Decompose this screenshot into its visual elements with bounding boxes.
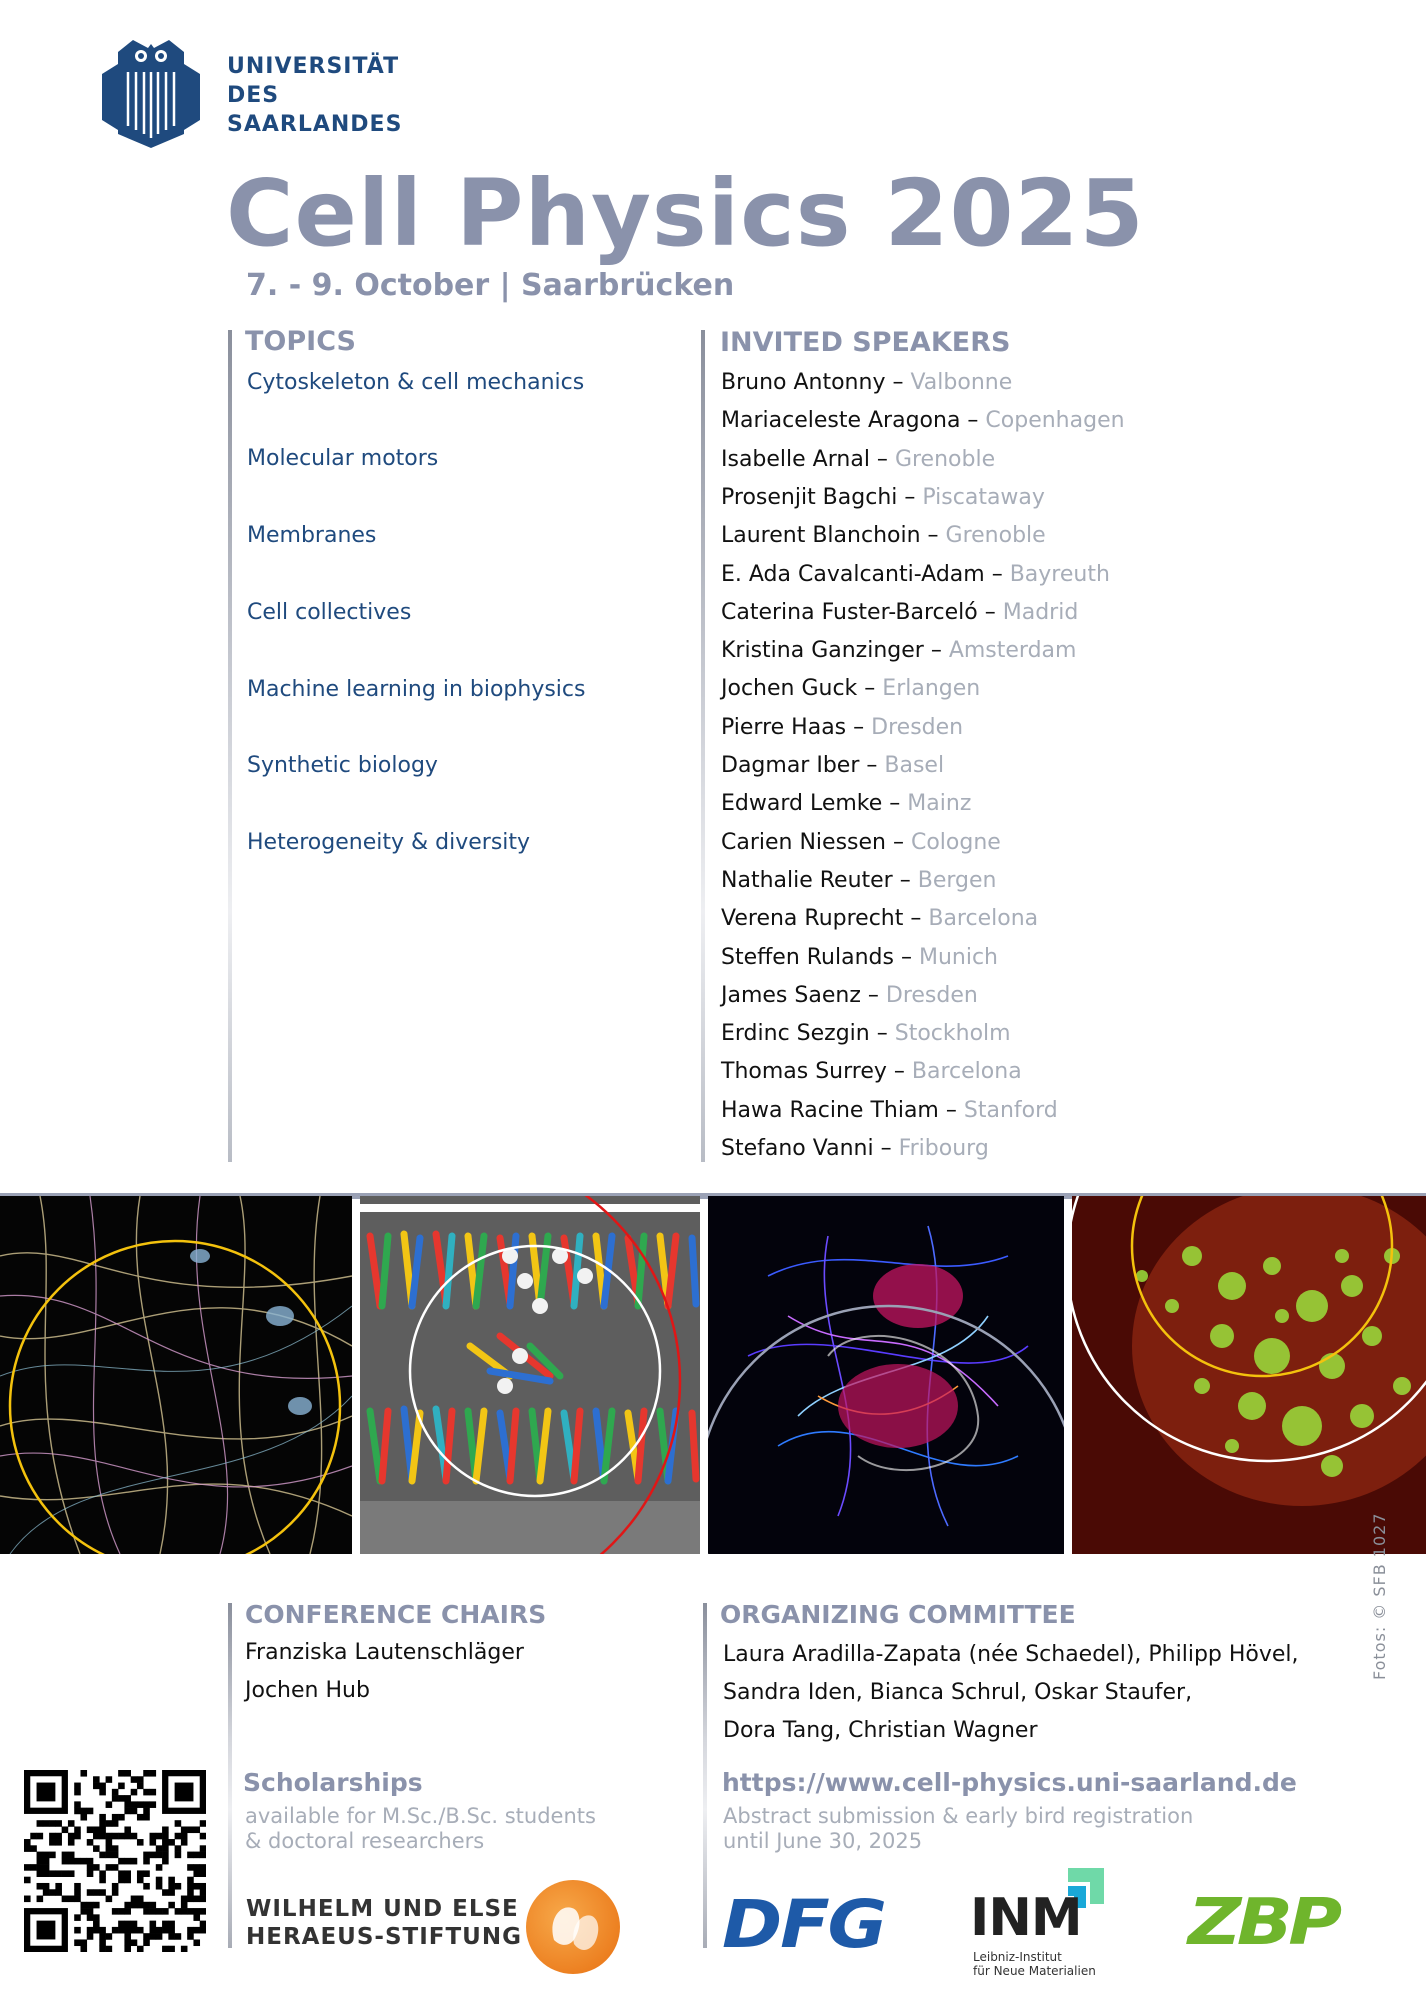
speaker-city: Basel bbox=[884, 753, 945, 778]
speaker-city: Piscataway bbox=[922, 484, 1045, 510]
website-link[interactable]: https://www.cell-physics.uni-saarland.de bbox=[722, 1768, 1297, 1797]
speaker-name: Mariaceleste Aragona bbox=[721, 408, 961, 434]
qr-code[interactable] bbox=[24, 1770, 206, 1952]
qr-code-icon bbox=[24, 1770, 206, 1952]
registration-line: until June 30, 2025 bbox=[723, 1829, 923, 1853]
speaker-name: Jochen Guck bbox=[721, 676, 858, 702]
topic-item: Cell collectives bbox=[247, 600, 412, 625]
speaker-name: E. Ada Cavalcanti-Adam bbox=[721, 561, 985, 587]
neurons-photo bbox=[0, 1196, 352, 1554]
speaker-name: Carien Niessen bbox=[721, 829, 886, 855]
speaker-city: Bergen bbox=[917, 867, 997, 893]
speaker-city: Grenoble bbox=[945, 523, 1046, 549]
speaker-name: Thomas Surrey bbox=[721, 1059, 887, 1085]
speaker-name: Dagmar Iber bbox=[721, 753, 860, 778]
topic-item: Heterogeneity & diversity bbox=[247, 830, 531, 855]
speaker-city: Dresden bbox=[885, 982, 978, 1008]
speaker-city: Madrid bbox=[1002, 599, 1079, 625]
speaker-name: Erdinc Sezgin bbox=[721, 1021, 870, 1047]
chairs-heading: CONFERENCE CHAIRS bbox=[245, 1600, 547, 1629]
speaker-name: Isabelle Arnal bbox=[721, 446, 870, 472]
speaker-name: Kristina Ganzinger bbox=[721, 638, 924, 664]
speaker-name: James Saenz bbox=[721, 982, 861, 1008]
speaker-item: Bruno Antonny – Valbonne bbox=[721, 370, 1013, 395]
speaker-city: Erlangen bbox=[882, 676, 981, 702]
speaker-item: Nathalie Reuter – Bergen bbox=[721, 867, 997, 893]
speaker-name: Steffen Rulands bbox=[721, 944, 894, 970]
speaker-city: Dresden bbox=[871, 714, 964, 740]
speaker-city: Copenhagen bbox=[985, 408, 1125, 434]
scholarships-line: & doctoral researchers bbox=[245, 1829, 485, 1853]
registration-line: Abstract submission & early bird registration bbox=[723, 1804, 1194, 1828]
topic-item: Synthetic biology bbox=[247, 753, 438, 778]
speaker-city: Stanford bbox=[963, 1097, 1058, 1123]
speaker-item: Jochen Guck – Erlangen bbox=[721, 676, 981, 702]
topics-heading: TOPICS bbox=[245, 326, 356, 357]
speaker-city: Grenoble bbox=[894, 446, 996, 472]
topic-item: Molecular motors bbox=[247, 446, 439, 471]
speaker-name: Hawa Racine Thiam bbox=[721, 1097, 939, 1123]
speaker-name: Bruno Antonny bbox=[721, 370, 886, 395]
committee-line: Sandra Iden, Bianca Schrul, Oskar Staufer, bbox=[723, 1680, 1193, 1705]
speaker-item: James Saenz – Dresden bbox=[721, 982, 978, 1008]
committee-line: Laura Aradilla-Zapata (née Schaedel), Philipp Hövel, bbox=[723, 1642, 1299, 1667]
inm-subtitle: Leibniz-Institut für Neue Materialien bbox=[973, 1950, 1096, 1978]
heraeus-emblem-icon bbox=[526, 1880, 620, 1974]
speaker-item: Kristina Ganzinger – Amsterdam bbox=[721, 638, 1077, 664]
speaker-city: Barcelona bbox=[928, 906, 1039, 932]
speaker-item: Carien Niessen – Cologne bbox=[721, 829, 1001, 855]
speaker-city: Amsterdam bbox=[948, 638, 1077, 664]
speaker-item: Hawa Racine Thiam – Stanford bbox=[721, 1097, 1058, 1123]
speaker-item: Dagmar Iber – Basel bbox=[721, 753, 945, 778]
speaker-city: Barcelona bbox=[911, 1059, 1022, 1085]
speaker-city: Stockholm bbox=[894, 1021, 1011, 1047]
scholarships-heading: Scholarships bbox=[243, 1768, 423, 1797]
speaker-item: Isabelle Arnal – Grenoble bbox=[721, 446, 996, 472]
chair-name: Jochen Hub bbox=[245, 1678, 370, 1703]
speaker-city: Munich bbox=[918, 944, 998, 970]
speaker-item: Caterina Fuster-Barceló – Madrid bbox=[721, 599, 1079, 625]
speakers-divider bbox=[701, 330, 705, 1162]
speaker-item: Steffen Rulands – Munich bbox=[721, 944, 998, 970]
chairs-divider bbox=[228, 1603, 232, 1948]
membrane-photo bbox=[360, 1196, 700, 1554]
committee-line: Dora Tang, Christian Wagner bbox=[723, 1718, 1038, 1743]
speaker-city: Mainz bbox=[907, 791, 972, 817]
date-location: 7. - 9. October | Saarbrücken bbox=[246, 268, 735, 303]
speaker-city: Valbonne bbox=[910, 370, 1013, 395]
speaker-item: Prosenjit Bagchi – Piscataway bbox=[721, 484, 1045, 510]
speaker-item: Laurent Blanchoin – Grenoble bbox=[721, 523, 1046, 549]
zbp-logo: ZBP bbox=[1188, 1886, 1338, 1960]
speaker-name: Laurent Blanchoin bbox=[721, 523, 921, 549]
speaker-item: Pierre Haas – Dresden bbox=[721, 714, 964, 740]
speaker-city: Fribourg bbox=[898, 1136, 989, 1161]
speaker-name: Pierre Haas bbox=[721, 714, 847, 740]
speaker-item: E. Ada Cavalcanti-Adam – Bayreuth bbox=[721, 561, 1110, 587]
speaker-city: Bayreuth bbox=[1009, 561, 1110, 587]
university-name: UNIVERSITÄT DES SAARLANDES bbox=[227, 54, 403, 137]
chair-name: Franziska Lautenschläger bbox=[245, 1640, 524, 1665]
speaker-item: Edward Lemke – Mainz bbox=[721, 791, 972, 817]
speaker-name: Caterina Fuster-Barceló bbox=[721, 599, 978, 625]
photo-credit: Fotos: © SFB 1027 bbox=[1370, 1512, 1389, 1680]
speaker-name: Stefano Vanni bbox=[721, 1136, 874, 1161]
owl-seal-icon bbox=[98, 34, 204, 150]
speaker-item: Erdinc Sezgin – Stockholm bbox=[721, 1021, 1011, 1047]
topics-divider bbox=[228, 330, 232, 1162]
speaker-city: Cologne bbox=[910, 829, 1001, 855]
speaker-name: Edward Lemke bbox=[721, 791, 883, 817]
topic-item: Machine learning in biophysics bbox=[247, 677, 586, 702]
speaker-item: Thomas Surrey – Barcelona bbox=[721, 1059, 1022, 1085]
committee-divider bbox=[703, 1603, 707, 1948]
cytoskeleton-photo bbox=[708, 1196, 1064, 1554]
speaker-name: Verena Ruprecht bbox=[721, 906, 904, 932]
inm-logo: INM bbox=[970, 1888, 1082, 1948]
page-title: Cell Physics 2025 bbox=[226, 160, 1145, 267]
speaker-name: Nathalie Reuter bbox=[721, 867, 893, 893]
speakers-heading: INVITED SPEAKERS bbox=[720, 327, 1011, 358]
topic-item: Cytoskeleton & cell mechanics bbox=[247, 370, 585, 395]
topic-item: Membranes bbox=[247, 523, 377, 548]
speaker-item: Verena Ruprecht – Barcelona bbox=[721, 906, 1039, 932]
speaker-name: Prosenjit Bagchi bbox=[721, 484, 898, 510]
committee-heading: ORGANIZING COMMITTEE bbox=[720, 1600, 1076, 1629]
dfg-logo: DFG bbox=[722, 1886, 885, 1963]
scholarships-line: available for M.Sc./B.Sc. students bbox=[245, 1804, 596, 1828]
speaker-item: Mariaceleste Aragona – Copenhagen bbox=[721, 408, 1125, 434]
speaker-item: Stefano Vanni – Fribourg bbox=[721, 1136, 989, 1161]
heraeus-logo-text: WILHELM UND ELSE HERAEUS-STIFTUNG bbox=[246, 1896, 522, 1950]
university-logo bbox=[98, 34, 204, 150]
